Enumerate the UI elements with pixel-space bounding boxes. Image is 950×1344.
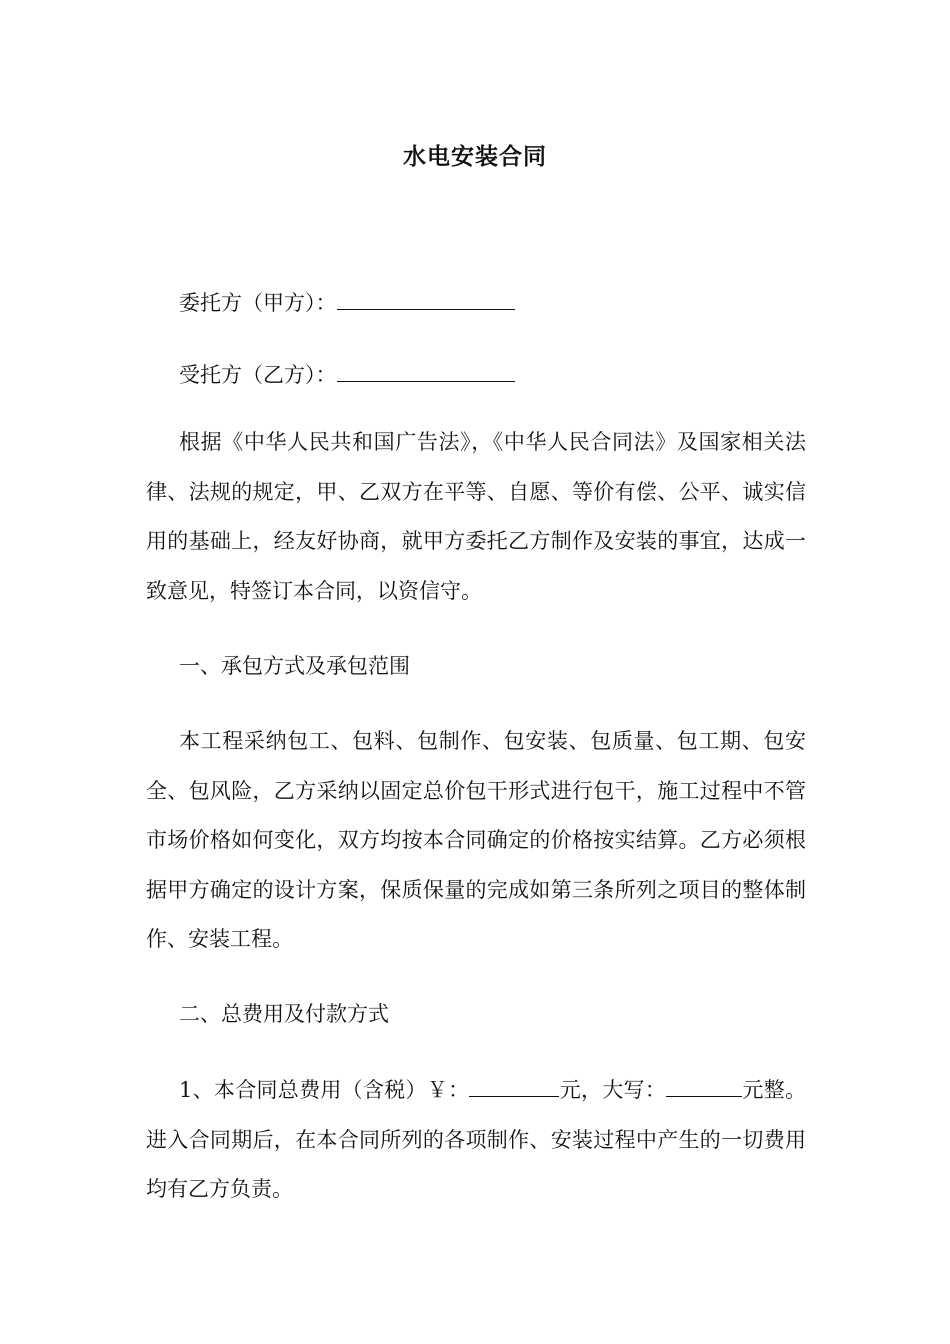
party-a-label: 委托方（甲方）： — [179, 291, 337, 315]
document-title: 水电安装合同 — [403, 143, 547, 170]
section1-heading: 一、承包方式及承包范围 — [179, 654, 410, 678]
party-b-blank — [337, 359, 515, 382]
fee-description: 元整。进入合同期后，在本合同所列的各项制作、安装过程中产生的一切费用均有乙方负责。 — [146, 1078, 807, 1201]
party-b-line — [146, 351, 806, 401]
intro-paragraph: 根据《中华人民共和国广告法》，《中华人民合同法》及国家相关法律、法规的规定，甲、乙双方在平等、自愿、等价有偿、公平、诚实信用的基础上，经友好协商，就甲方委托乙方制作及安装的事宜，达成一致意见，特签订本合同，以资信守。 — [146, 430, 806, 603]
fee-capital-label: 元，大写： — [559, 1078, 667, 1102]
fee-amount-blank — [469, 1074, 559, 1097]
section2-item1-paragraph — [146, 1066, 806, 1215]
section2-heading: 二、总费用及付款方式 — [179, 1002, 389, 1026]
fee-label: 1、本合同总费用（含税）￥： — [179, 1078, 470, 1102]
section1-paragraph: 本工程采纳包工、包料、包制作、包安装、包质量、包工期、包安全、包风险，乙方采纳以固定总价包干形式进行包干，施工过程中不管市场价格如何变化，双方均按本合同确定的价格按实结算。乙方必须根据甲方确定的设计方案，保质保量的完成如第三条所列之项目的整体制作、安装工程。 — [146, 729, 806, 951]
party-a-blank — [337, 287, 515, 310]
party-a-line — [146, 279, 806, 329]
party-b-label: 受托方（乙方）： — [179, 363, 337, 387]
fee-capital-blank — [666, 1074, 742, 1097]
